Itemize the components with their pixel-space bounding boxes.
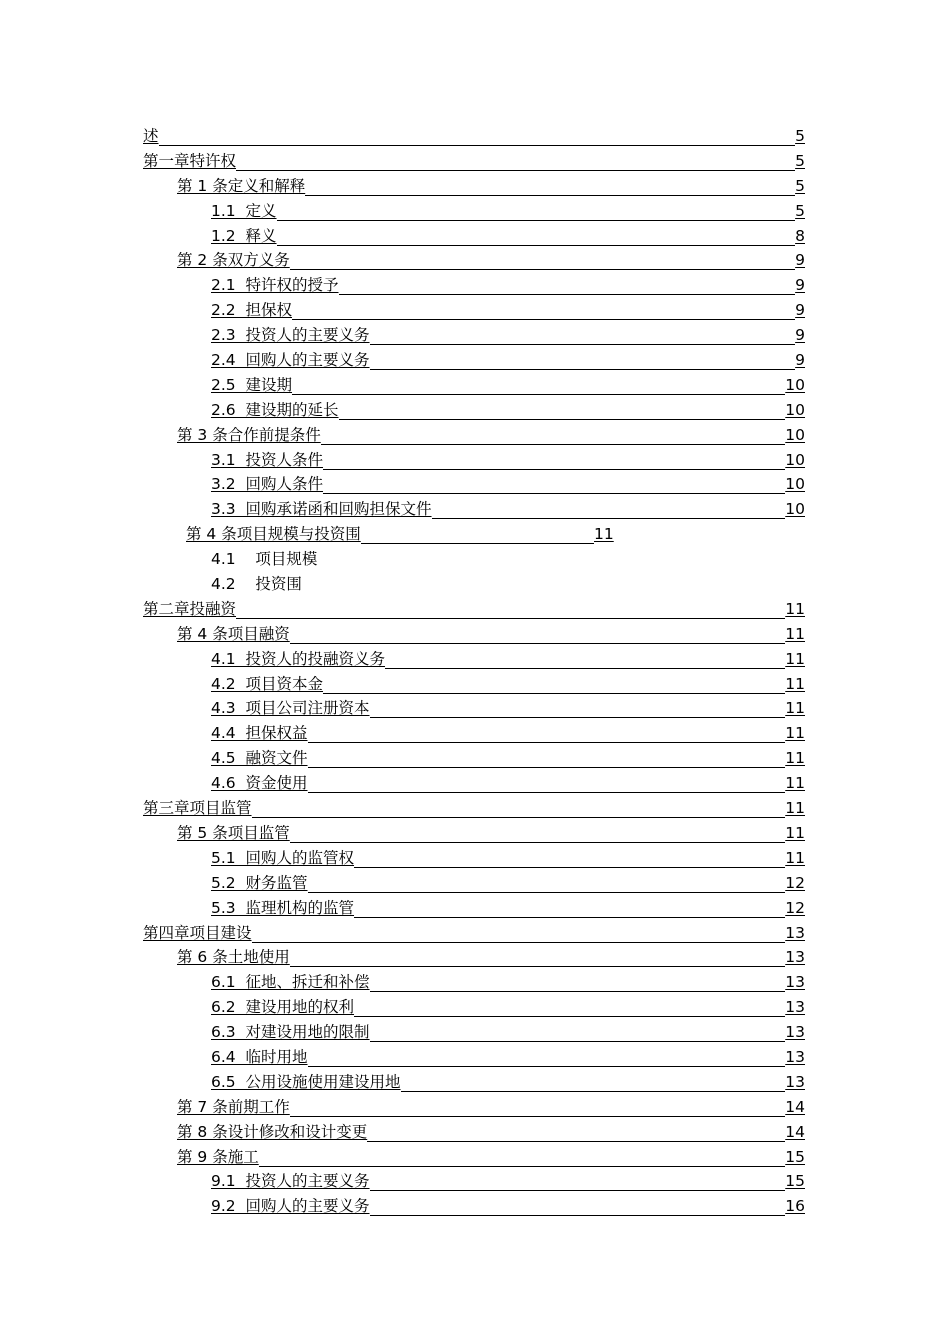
- toc-page-number: 13: [785, 1072, 805, 1091]
- toc-page-number: 11: [785, 823, 805, 842]
- toc-entry-title[interactable]: 3.2 回购人条件: [211, 475, 324, 494]
- toc-entry[interactable]: [0, 821, 950, 846]
- toc-page-number: 10: [785, 450, 805, 469]
- toc-entry-title[interactable]: 1.1 定义: [211, 201, 277, 220]
- toc-page-number: 9: [795, 251, 805, 270]
- toc-leader-line: [308, 892, 786, 893]
- toc-page-number: 11: [785, 624, 805, 643]
- toc-page-number: 9: [795, 351, 805, 370]
- toc-entry-title[interactable]: 9.2 回购人的主要义务: [211, 1197, 370, 1216]
- toc-leader-line: [370, 717, 786, 718]
- toc-page-number: 10: [785, 475, 805, 494]
- toc-entry-title[interactable]: 2.3 投资人的主要义务: [211, 326, 370, 345]
- toc-page-number: 14: [785, 1097, 805, 1116]
- toc-leader-line: [385, 668, 785, 669]
- toc-entry[interactable]: [0, 672, 950, 697]
- toc-leader-line: [308, 767, 786, 768]
- toc-leader-line: [290, 269, 795, 270]
- toc-page-number: 13: [785, 948, 805, 967]
- toc-leader-line: [290, 966, 786, 967]
- toc-page-number: 14: [785, 1122, 805, 1141]
- toc-entry[interactable]: [0, 1095, 950, 1120]
- toc-page-number: 13: [785, 1023, 805, 1042]
- toc-entry-title[interactable]: 第三章项目监管: [143, 799, 252, 818]
- toc-entry[interactable]: [0, 448, 950, 473]
- toc-page-number: 10: [785, 400, 805, 419]
- toc-leader-line: [290, 643, 786, 644]
- toc-entry[interactable]: [0, 647, 950, 672]
- toc-entry[interactable]: [0, 472, 950, 497]
- toc-page-number: 10: [785, 500, 805, 519]
- toc-page-number: 10: [785, 375, 805, 394]
- toc-entry-title[interactable]: 6.3 对建设用地的限制: [211, 1023, 370, 1042]
- toc-page-number: 11: [785, 774, 805, 793]
- toc-entry[interactable]: [0, 846, 950, 871]
- toc-page-number: 11: [785, 674, 805, 693]
- toc-entry-title[interactable]: 述: [143, 127, 159, 145]
- toc-entry-title[interactable]: 第 5 条项目监管: [177, 823, 290, 842]
- toc-page-number: 16: [785, 1197, 805, 1216]
- toc-entry-title[interactable]: 4.2 项目资本金: [211, 674, 324, 693]
- toc-leader-line: [370, 1190, 786, 1191]
- toc-entry[interactable]: [0, 199, 950, 224]
- toc-entry-title[interactable]: 第 4 条项目融资: [177, 624, 290, 643]
- toc-leader-line: [361, 543, 594, 544]
- toc-leader-line: [277, 245, 796, 246]
- toc-entry[interactable]: [0, 1020, 950, 1045]
- toc-entry-title[interactable]: 2.2 担保权: [211, 301, 293, 320]
- toc-entry[interactable]: [0, 771, 950, 796]
- toc-page-number: 15: [785, 1172, 805, 1191]
- toc-entry-title[interactable]: 2.1 特许权的授予: [211, 276, 339, 295]
- toc-leader-line: [370, 344, 796, 345]
- toc-leader-line: [277, 220, 796, 221]
- toc-leader-line: [370, 1215, 786, 1216]
- toc-entry-title[interactable]: 4.1 项目规模: [211, 550, 318, 569]
- toc-page-number: 13: [785, 998, 805, 1017]
- toc-page-number: 11: [785, 848, 805, 867]
- toc-entry-title[interactable]: 6.5 公用设施使用建设用地: [211, 1072, 401, 1091]
- toc-leader-line: [339, 294, 796, 295]
- toc-entry-title[interactable]: 3.1 投资人条件: [211, 450, 324, 469]
- toc-leader-line: [367, 1141, 785, 1142]
- toc-entry[interactable]: [0, 224, 950, 249]
- toc-entry[interactable]: [0, 945, 950, 970]
- toc-entry-title[interactable]: 第 1 条定义和解释: [177, 176, 306, 195]
- toc-entry-title[interactable]: 9.1 投资人的主要义务: [211, 1172, 370, 1191]
- toc-entry-title[interactable]: 4.5 融资文件: [211, 749, 308, 768]
- toc-leader-line: [292, 319, 795, 320]
- toc-leader-line: [252, 817, 786, 818]
- toc-entry[interactable]: [0, 497, 950, 522]
- toc-entry[interactable]: [0, 547, 950, 572]
- toc-entry-title[interactable]: 第 7 条前期工作: [177, 1097, 290, 1116]
- toc-entry-title[interactable]: 第四章项目建设: [143, 923, 252, 942]
- toc-page-number: 15: [785, 1147, 805, 1166]
- toc-entry-title[interactable]: 第二章投融资: [143, 599, 237, 618]
- toc-page-number: 11: [785, 599, 805, 618]
- toc-page-number: 13: [785, 973, 805, 992]
- toc-entry-title[interactable]: 2.4 回购人的主要义务: [211, 351, 370, 370]
- toc-entry[interactable]: [0, 323, 950, 348]
- toc-entry-title[interactable]: 4.6 资金使用: [211, 774, 308, 793]
- toc-entry[interactable]: [0, 124, 950, 149]
- toc-page-number: 10: [785, 425, 805, 444]
- toc-leader-line: [159, 145, 796, 146]
- toc-entry-title[interactable]: 6.4 临时用地: [211, 1047, 308, 1066]
- toc-page-number: 9: [795, 301, 805, 320]
- toc-entry[interactable]: [0, 273, 950, 298]
- toc-entry[interactable]: [0, 248, 950, 273]
- toc-entry-title[interactable]: 5.3 监理机构的监管: [211, 898, 355, 917]
- toc-leader-line: [305, 195, 795, 196]
- toc-leader-line: [323, 493, 785, 494]
- toc-entry-title[interactable]: 第 2 条双方义务: [177, 251, 290, 270]
- toc-leader-line: [308, 792, 786, 793]
- toc-entry[interactable]: [0, 572, 950, 597]
- toc-entry-title[interactable]: 2.6 建设期的延长: [211, 400, 339, 419]
- toc-leader-line: [321, 444, 786, 445]
- toc-entry[interactable]: [0, 149, 950, 174]
- toc-entry[interactable]: [0, 721, 950, 746]
- toc-leader-line: [323, 693, 785, 694]
- toc-page-number: 11: [594, 525, 614, 544]
- toc-entry[interactable]: [0, 796, 950, 821]
- toc-leader-line: [354, 867, 785, 868]
- toc-entry[interactable]: [0, 921, 950, 946]
- toc-entry[interactable]: [0, 896, 950, 921]
- toc-entry-title[interactable]: 1.2 释义: [211, 226, 277, 245]
- toc-entry-title[interactable]: 4.1 投资人的投融资义务: [211, 649, 386, 668]
- toc-entry-title[interactable]: 第 9 条施工: [177, 1147, 259, 1166]
- toc-page-number: 5: [795, 151, 805, 170]
- toc-leader-line: [354, 917, 785, 918]
- table-of-contents: [0, 124, 950, 1219]
- toc-entry[interactable]: [0, 423, 950, 448]
- toc-page-number: 11: [785, 724, 805, 743]
- toc-entry[interactable]: [0, 746, 950, 771]
- toc-entry[interactable]: [0, 970, 950, 995]
- toc-page-number: 9: [795, 276, 805, 295]
- toc-entry[interactable]: [0, 1194, 950, 1219]
- toc-leader-line: [290, 1116, 786, 1117]
- toc-entry[interactable]: [0, 1070, 950, 1095]
- toc-leader-line: [308, 742, 786, 743]
- toc-page-number: 11: [785, 699, 805, 718]
- toc-entry[interactable]: [0, 696, 950, 721]
- toc-entry-title[interactable]: 第一章特许权: [143, 151, 237, 170]
- toc-page-number: 11: [785, 799, 805, 818]
- toc-leader-line: [323, 469, 785, 470]
- toc-leader-line: [292, 394, 785, 395]
- toc-leader-line: [290, 842, 786, 843]
- toc-entry-title[interactable]: 5.1 回购人的监管权: [211, 848, 355, 867]
- toc-leader-line: [252, 942, 786, 943]
- toc-entry[interactable]: [0, 348, 950, 373]
- toc-leader-line: [339, 419, 786, 420]
- toc-entry-title[interactable]: 第 4 条项目规模与投资围: [186, 525, 361, 544]
- toc-entry-title[interactable]: 第 8 条设计修改和设计变更: [177, 1122, 368, 1141]
- toc-entry[interactable]: [0, 298, 950, 323]
- toc-page-number: 5: [795, 127, 805, 145]
- toc-entry[interactable]: [0, 1145, 950, 1170]
- toc-entry[interactable]: [0, 1045, 950, 1070]
- toc-entry-title[interactable]: 6.1 征地、拆迁和补偿: [211, 973, 370, 992]
- toc-page-number: 11: [785, 749, 805, 768]
- toc-page-number: 11: [785, 649, 805, 668]
- toc-page-number: 12: [785, 898, 805, 917]
- toc-entry-title[interactable]: 2.5 建设期: [211, 375, 293, 394]
- toc-entry-title[interactable]: 第 3 条合作前提条件: [177, 425, 321, 444]
- toc-entry-title[interactable]: 5.2 财务监管: [211, 873, 308, 892]
- toc-leader-line: [259, 1166, 786, 1167]
- toc-leader-line: [308, 1066, 786, 1067]
- toc-leader-line: [370, 1041, 786, 1042]
- toc-entry-title[interactable]: 第 6 条土地使用: [177, 948, 290, 967]
- toc-entry-title[interactable]: 6.2 建设用地的权利: [211, 998, 355, 1017]
- toc-page-number: 9: [795, 326, 805, 345]
- toc-leader-line: [236, 618, 785, 619]
- toc-entry-title[interactable]: 4.4 担保权益: [211, 724, 308, 743]
- toc-entry[interactable]: [0, 522, 950, 547]
- toc-leader-line: [370, 369, 796, 370]
- toc-entry[interactable]: [0, 995, 950, 1020]
- toc-entry[interactable]: [0, 622, 950, 647]
- toc-entry[interactable]: [0, 871, 950, 896]
- toc-page-number: 12: [785, 873, 805, 892]
- toc-page-number: 5: [795, 176, 805, 195]
- toc-leader-line: [354, 1016, 785, 1017]
- toc-leader-line: [401, 1091, 786, 1092]
- toc-entry[interactable]: [0, 1169, 950, 1194]
- toc-entry-title[interactable]: 4.2 投资围: [211, 575, 302, 594]
- toc-page-number: 13: [785, 923, 805, 942]
- toc-page-number: 13: [785, 1047, 805, 1066]
- toc-entry[interactable]: [0, 1120, 950, 1145]
- toc-entry[interactable]: [0, 174, 950, 199]
- toc-entry[interactable]: [0, 373, 950, 398]
- toc-leader-line: [236, 170, 795, 171]
- toc-entry-title[interactable]: 3.3 回购承诺函和回购担保文件: [211, 500, 432, 519]
- toc-entry[interactable]: [0, 398, 950, 423]
- toc-entry-title[interactable]: 4.3 项目公司注册资本: [211, 699, 370, 718]
- toc-page-number: 8: [795, 226, 805, 245]
- toc-leader-line: [432, 518, 786, 519]
- toc-entry[interactable]: [0, 597, 950, 622]
- toc-page-number: 5: [795, 201, 805, 220]
- toc-leader-line: [370, 991, 786, 992]
